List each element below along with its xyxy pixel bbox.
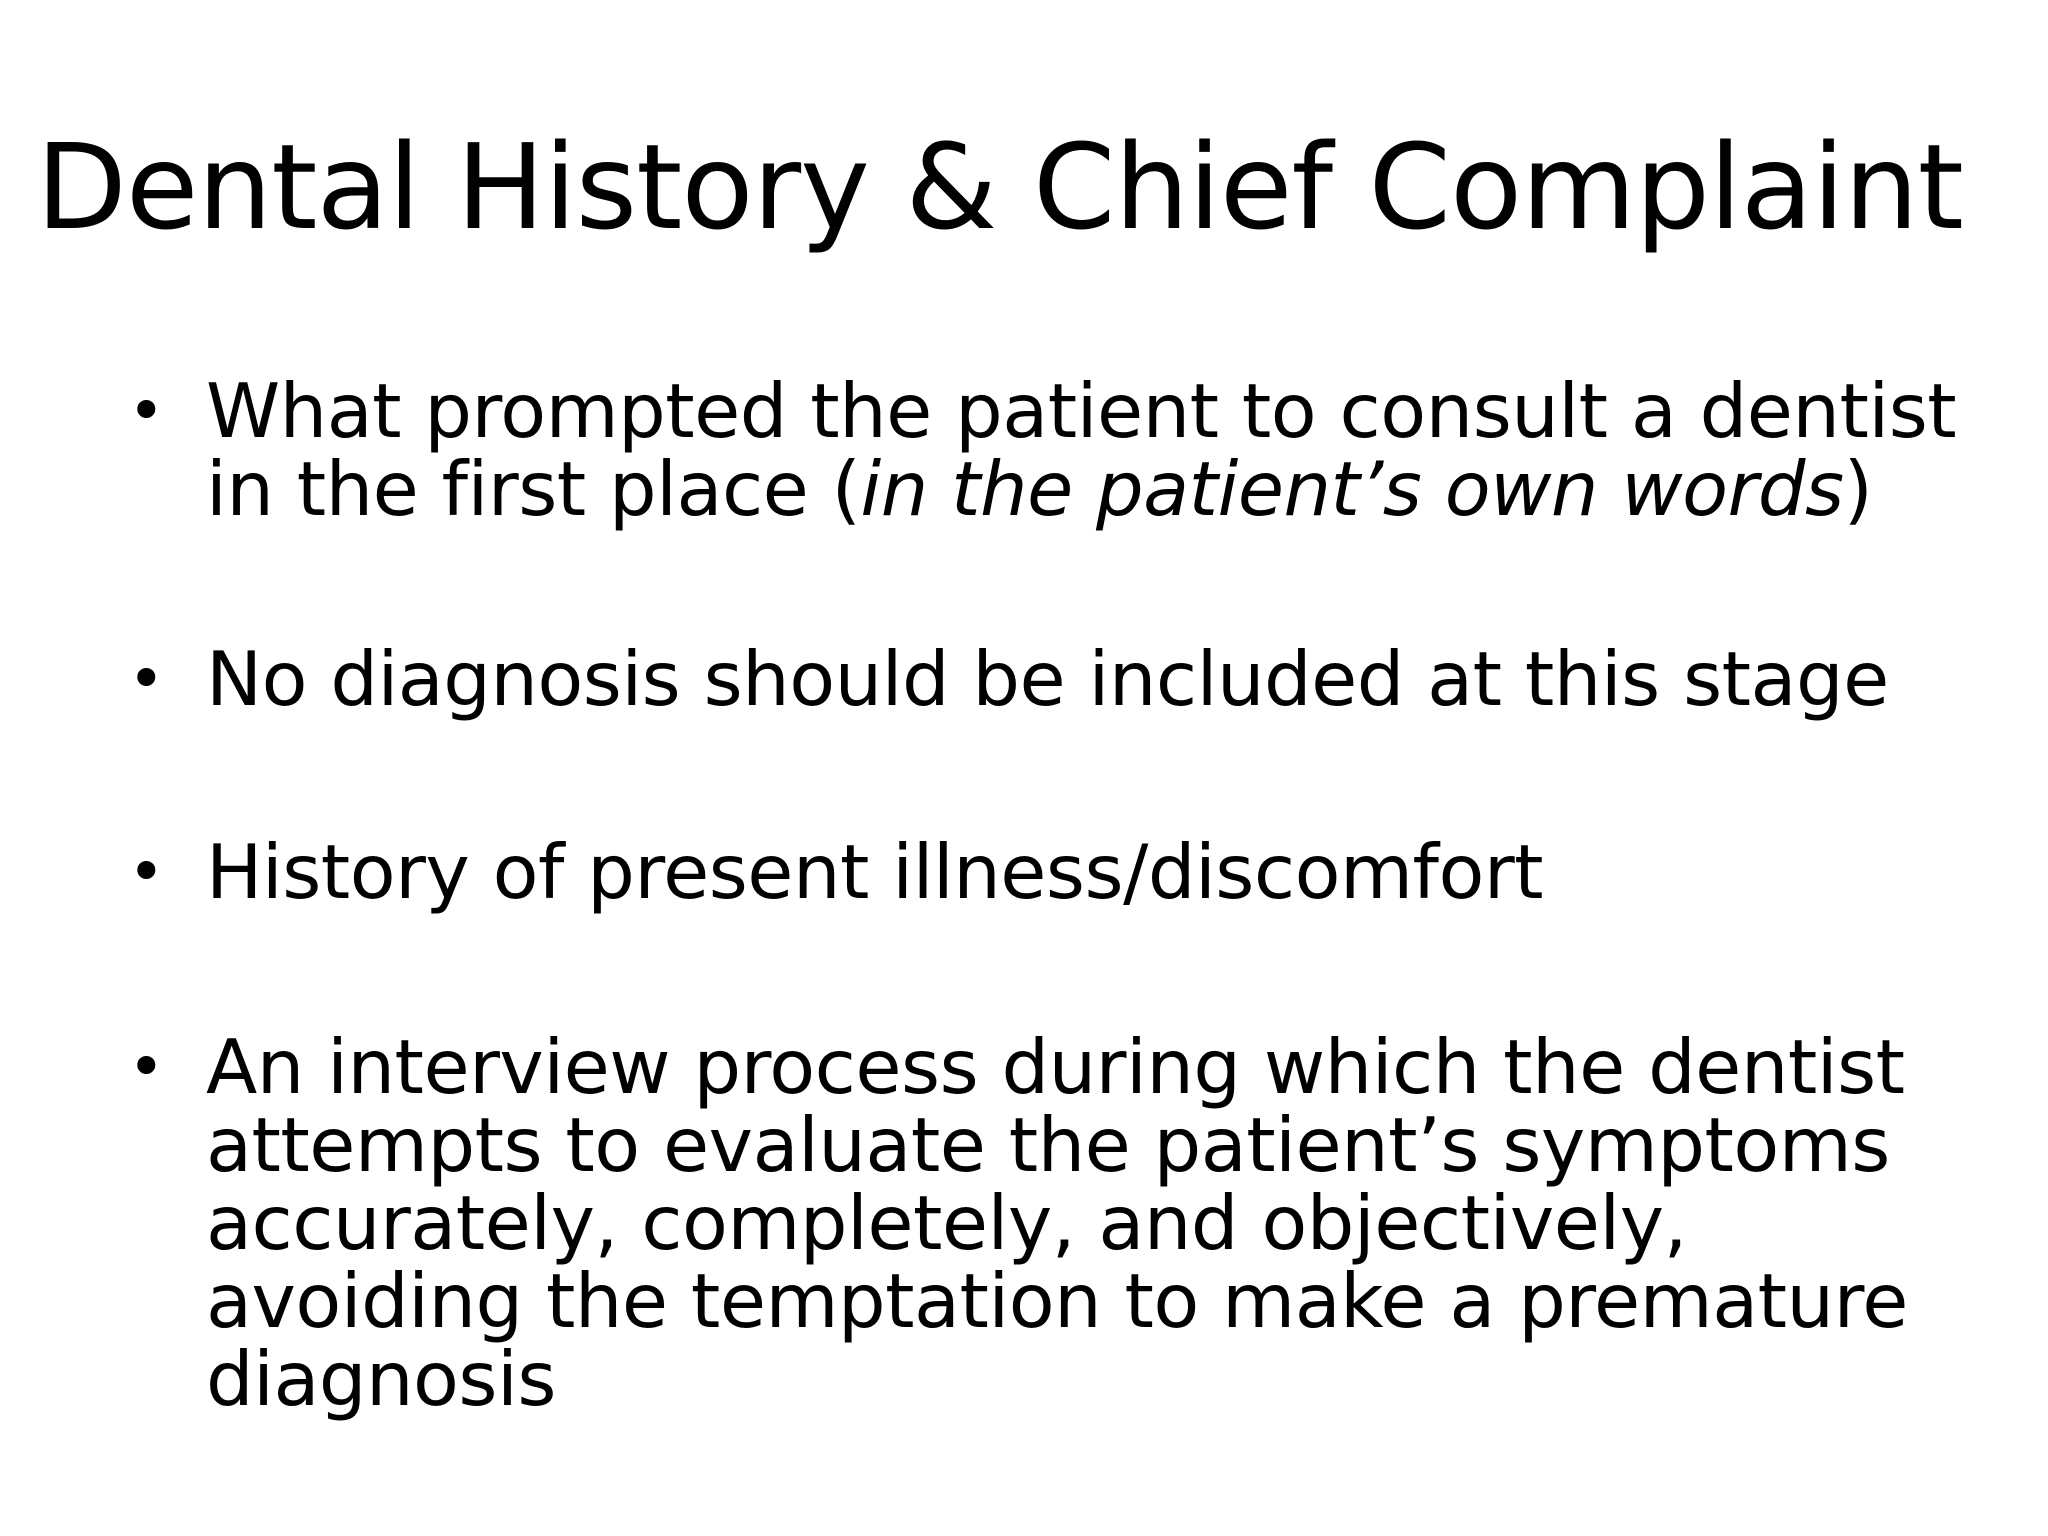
bullet-text xyxy=(206,828,2006,916)
bullet-marker: • xyxy=(128,374,165,447)
bullet-line: attempts to evaluate the patient’s symptoms xyxy=(206,1101,1890,1189)
bullet-text xyxy=(206,367,2006,533)
bullet-text xyxy=(206,635,2006,723)
bullet-marker: • xyxy=(128,1030,165,1103)
bullet-marker: • xyxy=(128,642,165,715)
bullet-line: diagnosis xyxy=(206,1335,556,1423)
bullet-line-start: in the first place ( xyxy=(206,445,861,533)
bullet-line: What prompted the patient to consult a dentist xyxy=(206,367,1957,455)
bullet-line: accurately, completely, and objectively, xyxy=(206,1179,1687,1267)
bullet-line: An interview process during which the dentist xyxy=(206,1023,1905,1111)
bullet-line: History of present illness/discomfort xyxy=(206,828,1544,916)
bullet-line-italic: in the patient’s own words xyxy=(860,445,1844,533)
bullet-line xyxy=(206,445,2006,533)
bullet-line: No diagnosis should be included at this stage xyxy=(206,635,1889,723)
bullet-text xyxy=(206,1023,2006,1423)
bullet-line-end: ) xyxy=(1843,445,1873,533)
bullet-line: avoiding the temptation to make a premature xyxy=(206,1257,1908,1345)
bullet-marker: • xyxy=(128,835,165,908)
slide-title: Dental History & Chief Complaint xyxy=(36,118,1963,256)
